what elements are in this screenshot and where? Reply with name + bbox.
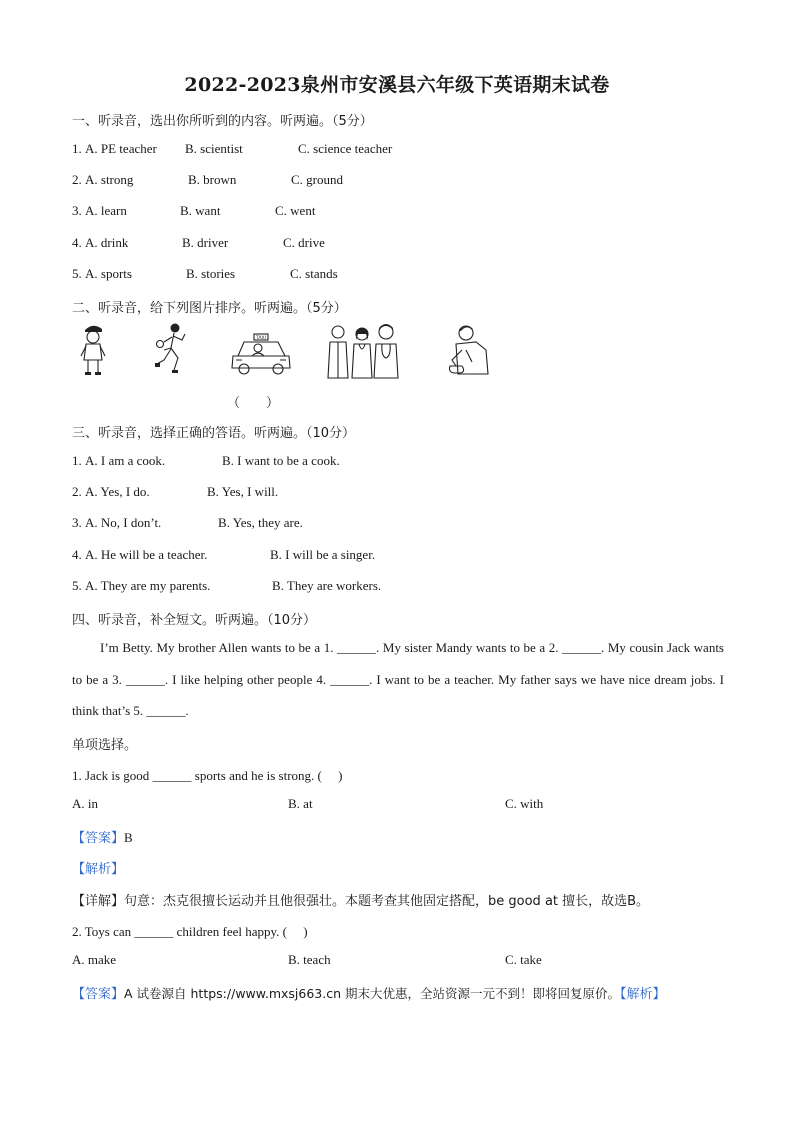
option-b: B. at [288, 796, 313, 811]
option-a: A. I am a cook. [85, 453, 166, 468]
cloze-paragraph: I’m Betty. My brother Allen wants to be a 1. ______. My sister Mandy wants to be a 2. ______. My cousin Jack wants to be a 3. ______. I like helping other people 4. ______. I want to be a teacher. My father says we have nice dream jobs. I think that’s 5. ______. [72, 640, 724, 718]
option-b: B. teach [288, 952, 331, 967]
page-title: 2022-2023泉州市安溪县六年级下英语期末试卷 [184, 74, 610, 96]
item-number: 5. [72, 578, 82, 593]
analysis-label: 【解析】 [619, 987, 666, 1002]
option-a: A. strong [85, 172, 134, 187]
option-b: B. They are workers. [272, 578, 382, 593]
option-b: B. want [180, 203, 221, 218]
answer-value: B [124, 830, 133, 845]
question-2: 2. Toys can ______ children feel happy. ( ) [72, 924, 308, 939]
item-number: 2. [72, 172, 82, 187]
question-2-answer [72, 983, 666, 1002]
picture-order-blank: （ ） [227, 396, 280, 411]
option-b: B. scientist [185, 141, 243, 156]
item-number: 1. [72, 453, 82, 468]
item-number: 5. [72, 266, 82, 281]
taxi-driver-icon [230, 320, 292, 378]
option-a: A. in [72, 796, 98, 811]
option-a: A. make [72, 952, 117, 967]
detail-label: 【详解】 [72, 894, 125, 909]
section2-heading: 二、听录音，给下列图片排序。听两遍。（5分） [72, 301, 347, 316]
item-number: 3. [72, 203, 82, 218]
option-a: A. drink [85, 235, 129, 250]
option-b: B. stories [186, 266, 236, 281]
section1-heading: 一、听录音，选出你所听到的内容。听两遍。（5分） [72, 114, 373, 129]
section3-heading: 三、听录音，选择正确的答语。听两遍。（10分） [72, 426, 356, 441]
option-c: C. science teacher [298, 141, 393, 156]
option-a: A. They are my parents. [85, 578, 211, 593]
option-c: C. drive [283, 235, 325, 250]
option-a: A. Yes, I do. [85, 484, 150, 499]
option-b: B. I want to be a cook. [222, 453, 340, 468]
police-officer-icon [78, 320, 108, 378]
item-number: 4. [72, 547, 82, 562]
item-number: 1. [72, 141, 82, 156]
question-1: 1. Jack is good ______ sports and he is strong. ( ) [72, 768, 343, 783]
item-number: 3. [72, 515, 82, 530]
option-a: A. sports [85, 266, 132, 281]
option-a: A. learn [85, 203, 127, 218]
option-c: C. stands [290, 266, 338, 281]
option-b: B. driver [182, 235, 229, 250]
question-1-analysis-label: 【解析】 [72, 862, 125, 877]
option-c: C. went [275, 203, 316, 218]
taxi-sign-text: TAXI [256, 336, 266, 342]
option-b: B. brown [188, 172, 237, 187]
basketball-player-icon [152, 320, 192, 378]
section5-heading: 单项选择。 [72, 738, 138, 753]
question-1-answer [72, 827, 133, 846]
item-number: 4. [72, 235, 82, 250]
option-c: C. with [505, 796, 544, 811]
option-b: B. Yes, they are. [218, 515, 303, 530]
answer-label: 【答案】 [72, 987, 125, 1002]
doctors-icon [326, 320, 402, 380]
question-1-detail [72, 890, 649, 909]
answer-value: A 试卷源自 https://www.mxsj663.cn 期末大优惠，全站资源一元不到！即将回复原价。 [124, 986, 620, 1001]
option-b: B. Yes, I will. [207, 484, 279, 499]
option-a: A. No, I don’t. [85, 515, 162, 530]
option-b: B. I will be a singer. [270, 547, 376, 562]
scientist-icon [446, 320, 490, 378]
option-c: C. take [505, 952, 542, 967]
section4-heading: 四、听录音，补全短文。听两遍。（10分） [72, 613, 317, 628]
detail-text: 句意：杰克很擅长运动并且他很强壮。本题考查其他固定搭配，be good at 擅长，故选B。 [124, 894, 650, 909]
option-a: A. PE teacher [85, 141, 157, 156]
option-c: C. ground [291, 172, 343, 187]
answer-label: 【答案】 [72, 831, 125, 846]
option-a: A. He will be a teacher. [85, 547, 208, 562]
item-number: 2. [72, 484, 82, 499]
